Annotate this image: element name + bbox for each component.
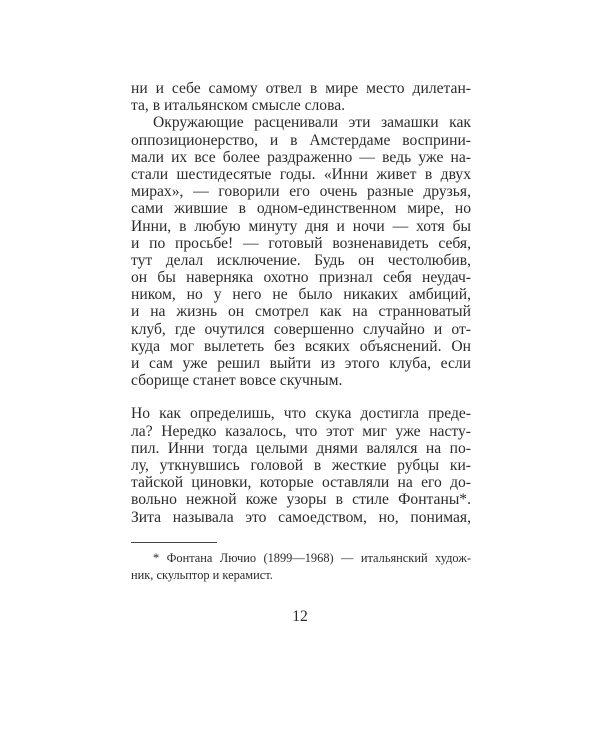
footnote <box>131 550 471 583</box>
text-line: и по просьбе! — готовый возненавидеть себя, <box>131 234 471 252</box>
text-line: Окружающие расценивали эти замашки как <box>153 114 471 132</box>
text-line: Инни, в любую минуту дня и ночи — хотя бы <box>131 217 471 235</box>
text-line: вольно нежной коже узоры в стиле Фонтаны*. <box>131 491 471 509</box>
text-line: тут делал исключение. Будь он честолюбив, <box>131 251 471 269</box>
text-line: и на жизнь он смотрел как на странноватый <box>131 303 471 321</box>
text-line: мали их все более раздраженно — ведь уже на- <box>131 148 471 166</box>
text-line: мирах», — говорили его очень разные друзья, <box>131 183 471 201</box>
text-line: и сам уже решил выйти из этого клуба, если <box>131 355 471 372</box>
text-line: лу, уткнувшись головой в жесткие рубцы ки- <box>131 456 471 474</box>
text-line: тайской циновки, которые оставляли на его до- <box>131 474 471 492</box>
text-line: сборище станет вовсе скучным. <box>131 372 343 390</box>
text-line: ником, но у него не было никаких амбиций, <box>131 286 471 304</box>
page-number: 12 <box>292 608 308 625</box>
paragraph-gap <box>131 389 471 405</box>
text-line: сами жившие в одном-единственном мире, но <box>131 200 471 218</box>
footnote-line: * Фонтана Лючио (1899—1968) — итальянский худож- <box>153 551 471 565</box>
text-line: он бы наверняка охотно признал себя неудач- <box>131 269 471 287</box>
text-line: Но как определишь, что скука достигла преде- <box>131 405 471 423</box>
text-line: стали шестидесятые годы. «Инни живет в двух <box>131 165 471 183</box>
footnote-divider <box>131 542 217 543</box>
text-line: куда мог вылететь без всяких объяснений. Он <box>131 337 471 355</box>
text-line: клуб, где очутился совершенно случайно и от- <box>131 320 471 338</box>
text-line: Зита называла это самоедством, но, понимая, <box>131 508 471 526</box>
body-text <box>131 80 471 526</box>
text-line: ни и себе самому отвел в мире место дилетан- <box>131 80 471 97</box>
footnote-line: ник, скульптор и керамист. <box>131 567 273 582</box>
text-line: ла? Нередко казалось, что этот миг уже насту- <box>131 422 471 440</box>
text-line: пил. Инни тогда целыми днями валялся на по- <box>131 439 471 457</box>
text-line: оппозиционерство, и в Амстердаме восприни- <box>131 131 471 149</box>
text-line: та, в итальянском смысле слова. <box>131 97 346 115</box>
